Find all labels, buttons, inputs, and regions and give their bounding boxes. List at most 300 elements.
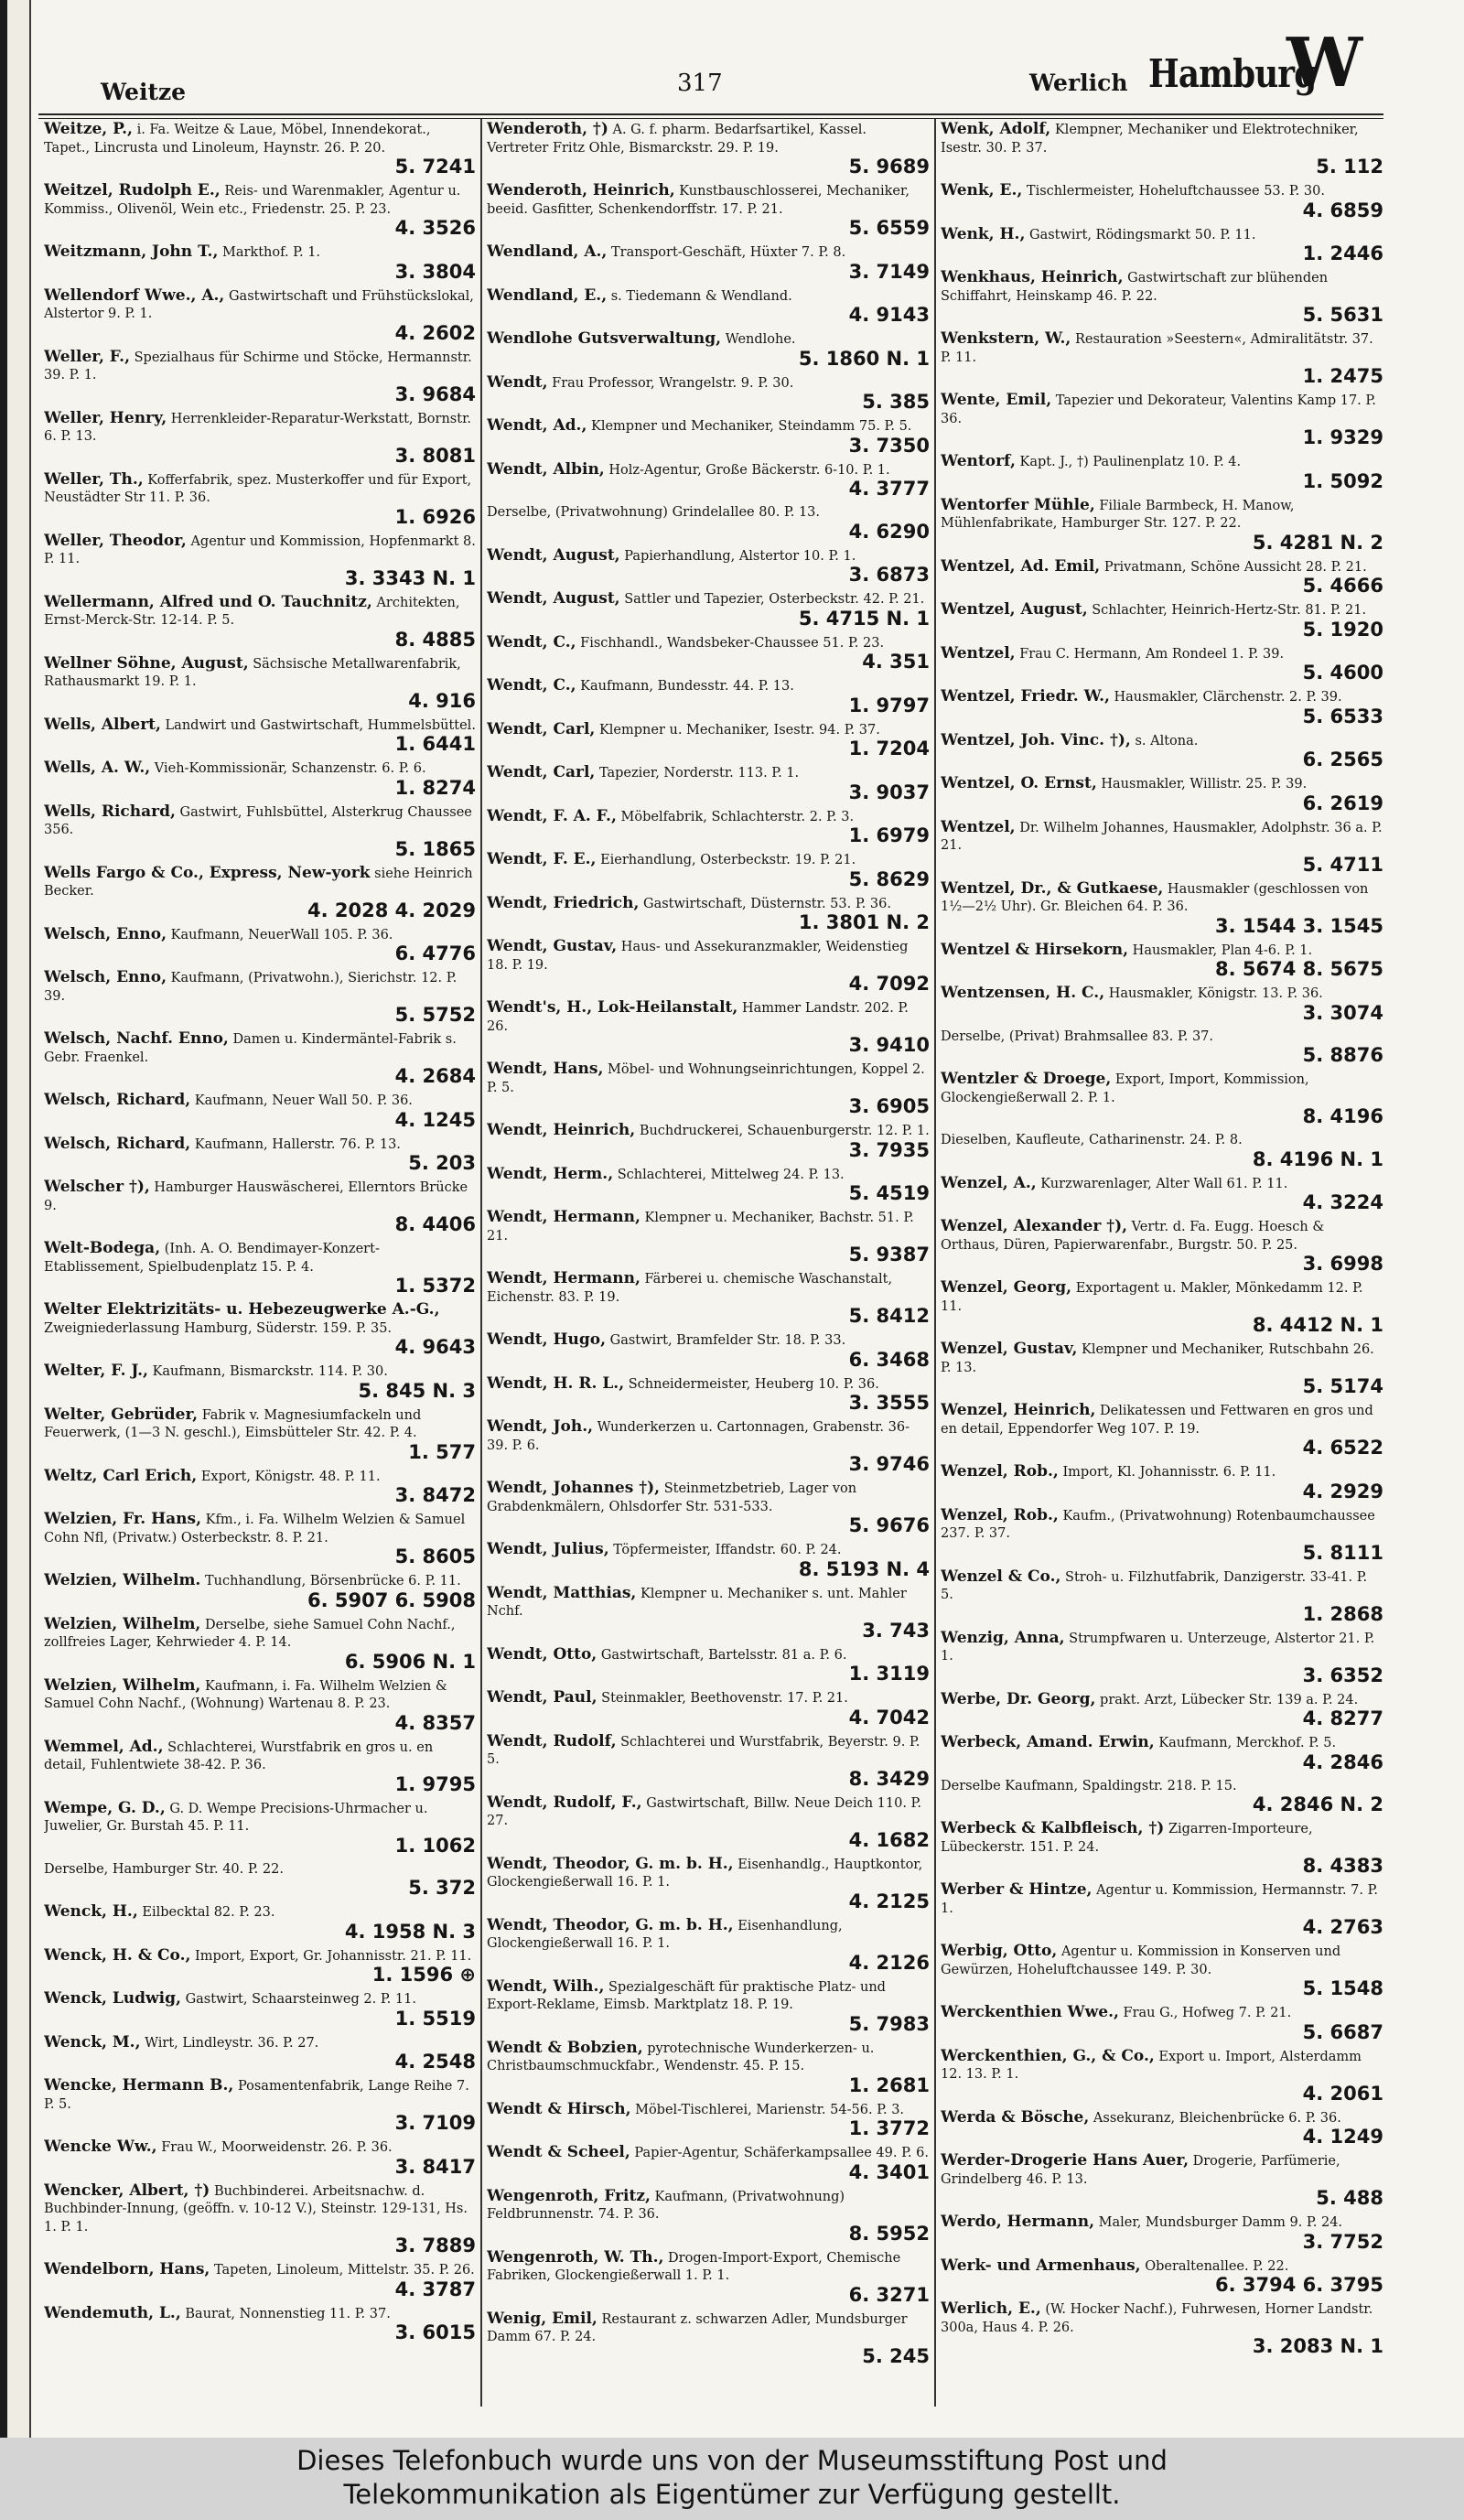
entry-name: Werbig, Otto,	[941, 1942, 1058, 1960]
entry-phone: 5. 4519	[848, 1182, 930, 1204]
entry-text	[941, 497, 1383, 533]
entry-text	[941, 1175, 1383, 1194]
entry-text	[941, 1132, 1383, 1150]
entry-text	[44, 594, 476, 630]
directory-entry	[487, 808, 930, 846]
entry-details: Hausmakler, Königstr. 13. P. 36.	[1108, 986, 1323, 1001]
directory-entry	[44, 1362, 476, 1401]
entry-details: Kapt. J., †) Paulinenplatz 10. P. 4.	[1019, 455, 1242, 469]
entry-text	[941, 2257, 1383, 2277]
entry-details: Derselbe, (Privat) Brahmsallee 83. P. 37.	[941, 1028, 1214, 1044]
entry-details: Vertr. d. Fa. Eugg. Hoesch & Orthaus, Düren, Papierwarenfabr., Burgstr. 50. P. 25.	[941, 1220, 1325, 1253]
entry-details: Färberei u. chemische Waschanstalt, Eichenstr. 83. P. 19.	[487, 1272, 893, 1305]
directory-entry	[941, 392, 1383, 447]
entry-name: Wendt's, H., Lok-Heilanstalt,	[487, 998, 738, 1017]
entry-name: Wentorf,	[941, 452, 1016, 470]
entry-name: Werckenthien Wwe.,	[941, 2003, 1119, 2021]
entry-details: Frau C. Hermann, Am Rondeel 1. P. 39.	[1019, 646, 1285, 662]
entry-name: Wellermann, Alfred und O. Tauchnitz,	[44, 592, 372, 611]
entry-phone: 5. 9387	[848, 1244, 930, 1265]
entry-name: Welsch, Richard,	[44, 1134, 191, 1153]
directory-entry	[487, 2249, 930, 2305]
entry-phone: 1. 7204	[848, 738, 930, 759]
entry-text	[487, 1418, 930, 1455]
directory-entry	[44, 2077, 476, 2133]
directory-entry	[44, 1468, 476, 1506]
entry-phone: 5. 8629	[848, 867, 930, 890]
entry-phone: 5. 8605	[394, 1545, 476, 1567]
entry-details: Kunstbauschlosserei, Mechaniker, beeid. Gasfitter, Schenkendorffstr. 17. P. 21.	[487, 184, 910, 217]
entry-details: Gastwirtschaft zur blühenden Schiffahrt, Heinskamp 46. P. 22.	[941, 271, 1329, 304]
entry-details: Delikatessen und Fettwaren en gros und en detail, Eppendorfer Weg 107. P. 19.	[941, 1404, 1373, 1437]
entry-text	[44, 1511, 476, 1547]
entry-text	[44, 969, 476, 1006]
directory-entry	[44, 1800, 476, 1856]
entry-details: Eisenhandlg., Hauptkontor, Glockengießerwall 16. P. 1.	[487, 1857, 923, 1890]
directory-entry	[941, 121, 1383, 177]
footer-line-1: Dieses Telefonbuch wurde uns von der Museumsstiftung Post und	[296, 2445, 1168, 2476]
directory-entry	[44, 594, 476, 650]
entry-name: Welter Elektrizitäts- u. Hebezeugwerke A.-G.,	[44, 1300, 440, 1319]
entry-phone: 1. 2446	[1302, 242, 1383, 264]
entry-name: Wendt, Carl,	[487, 719, 596, 738]
directory-entry	[941, 1175, 1383, 1213]
entry-name: Wemmel, Ad.,	[44, 1737, 164, 1756]
entry-details: Export, Import, Kommission, Glockengießerwall 2. P. 1.	[941, 1072, 1309, 1105]
entry-phone: 6. 5906 N. 1	[344, 1650, 476, 1673]
entry-name: Wenzel, Rob.,	[941, 1462, 1059, 1481]
entry-text	[941, 2152, 1383, 2189]
entry-phone: 8. 4196	[1302, 1105, 1383, 1127]
entry-text	[941, 453, 1383, 472]
directory-entry	[487, 1585, 930, 1641]
entry-text	[487, 1166, 930, 1185]
entry-text	[487, 1375, 930, 1395]
directory-entry	[487, 895, 930, 933]
entry-phone: 3. 7109	[394, 2112, 476, 2134]
entry-details: Kaufmann, (Privatwohn.), Sierichstr. 12. P. 39.	[44, 971, 458, 1004]
entry-phone: 4. 7042	[848, 1706, 930, 1728]
entry-details: Wendlohe.	[725, 332, 796, 347]
entry-details: Schlachterei, Mittelweg 24. P. 13.	[617, 1167, 845, 1182]
entry-details: Kaufmann, Bismarckstr. 114. P. 30.	[152, 1364, 388, 1379]
directory-entry	[44, 1136, 476, 1174]
entry-text	[44, 1800, 476, 1836]
entry-details: Sattler und Tapezier, Osterbeckstr. 42. P. 21.	[624, 592, 925, 607]
entry-name: Wendt, August,	[487, 589, 620, 608]
entry-text	[44, 1616, 476, 1653]
directory-entry	[487, 1541, 930, 1579]
directory-entry	[941, 1341, 1383, 1396]
entry-text	[487, 417, 930, 436]
directory-entry	[941, 330, 1383, 386]
directory-entry	[941, 2257, 1383, 2296]
entry-name: Wenzel, A.,	[941, 1173, 1037, 1192]
directory-column-1	[44, 121, 476, 2408]
entry-name: Werdo, Hermann,	[941, 2213, 1095, 2231]
entry-details: Transport-Geschäft, Hüxter 7. P. 8.	[610, 245, 846, 260]
entry-name: Wentzel, O. Ernst,	[941, 774, 1097, 792]
entry-text	[487, 330, 930, 350]
entry-text	[44, 1240, 476, 1276]
entry-phone: 5. 372	[408, 1877, 476, 1899]
entry-text	[44, 533, 476, 569]
entry-phone: 5. 6533	[1302, 705, 1383, 727]
entry-name: Wempe, G. D.,	[44, 1798, 166, 1817]
directory-entry	[487, 330, 930, 369]
entry-details: Gastwirt, Bramfelder Str. 18. P. 33.	[609, 1333, 846, 1348]
entry-name: Werbe, Dr. Georg,	[941, 1689, 1096, 1708]
entry-details: Agentur u. Kommission in Konserven und Gewürzen, Hoheluftchaussee 149. P. 30.	[941, 1944, 1341, 1977]
entry-name: Wendt, Hermann,	[487, 1208, 640, 1226]
entry-details: Frau Professor, Wrangelstr. 9. P. 30.	[552, 375, 794, 391]
directory-entry	[44, 2305, 476, 2343]
entry-text	[487, 2188, 930, 2224]
entry-phone: 3. 8472	[394, 1484, 476, 1506]
entry-details: Steinmakler, Beethovenstr. 17. P. 21.	[601, 1691, 848, 1706]
entry-details: Import, Export, Gr. Johannisstr. 21. P. 11.	[195, 1948, 472, 1964]
directory-entry	[487, 1917, 930, 1973]
directory-entry	[941, 1881, 1383, 1937]
entry-text	[487, 2144, 930, 2163]
directory-entry	[487, 634, 930, 673]
entry-phone: 4. 2602	[394, 321, 476, 344]
entry-name: Wellendorf Wwe., A.,	[44, 285, 225, 305]
entry-details: Agentur und Kommission, Hopfenmarkt 8. P. 11.	[44, 533, 476, 566]
entry-text	[487, 121, 930, 157]
directory-entry	[487, 851, 930, 889]
entry-text	[941, 1943, 1383, 1979]
entry-name: Wendt, Carl,	[487, 763, 596, 781]
entry-details: Maler, Mundsburger Damm 9. P. 24.	[1098, 2215, 1343, 2230]
entry-text	[941, 1507, 1383, 1544]
entry-details: Gastwirtschaft, Billw. Neue Deich 110. P. 27.	[487, 1795, 921, 1828]
entry-name: Wenck, Ludwig,	[44, 1989, 181, 2008]
directory-entry	[941, 601, 1383, 640]
directory-entry	[941, 269, 1383, 325]
directory-entry	[487, 1331, 930, 1370]
directory-entry	[44, 243, 476, 282]
page-number: 317	[677, 70, 723, 97]
directory-entry	[941, 2004, 1383, 2042]
directory-entry	[487, 1794, 930, 1850]
directory-entry	[487, 721, 930, 759]
entry-phone: 4. 2684	[394, 1065, 476, 1087]
entry-phone: 4. 2125	[848, 1890, 930, 1912]
entry-text	[941, 182, 1383, 201]
directory-entry	[487, 1733, 930, 1789]
entry-details: Herrenkleider-Reparatur-Werkstatt, Bornstr. 6. P. 13.	[44, 411, 472, 444]
entry-text	[487, 1733, 930, 1770]
entry-phone: 5. 4281 N. 2	[1252, 531, 1383, 554]
entry-phone: 4. 1245	[394, 1108, 476, 1131]
entry-name: Wendt, Ad.,	[487, 416, 587, 435]
entry-phone: 5. 9676	[848, 1514, 930, 1536]
entry-text	[941, 2109, 1383, 2128]
entry-name: Weitze, P.,	[44, 121, 133, 138]
entry-text	[487, 2040, 930, 2076]
entry-details: Kaufmann, Hallerstr. 76. P. 13.	[194, 1136, 401, 1152]
entry-details: Klempner u. Mechaniker s. unt. Mahler Nchf.	[487, 1586, 907, 1619]
directory-entry	[487, 1480, 930, 1535]
entry-details: Spezialhaus für Schirme und Stöcke, Hermannstr. 39. P. 1.	[44, 350, 472, 382]
entry-text	[44, 2305, 476, 2324]
entry-details: Klempner und Mechaniker, Rutschbahn 26. P. 13.	[941, 1342, 1374, 1375]
entry-text	[44, 655, 476, 692]
entry-details: siehe Heinrich Becker.	[44, 866, 473, 899]
directory-entry	[941, 1132, 1383, 1169]
directory-entry	[44, 926, 476, 964]
entry-phone: 1. 1596 ⊕	[371, 1964, 476, 1986]
directory-entry	[487, 2188, 930, 2244]
entry-text	[487, 1917, 930, 1954]
entry-details: Drogerie, Parfümerie, Grindelberg 46. P. 13.	[941, 2154, 1340, 2187]
entry-text	[941, 2004, 1383, 2023]
entry-name: Welter, F. J.,	[44, 1362, 148, 1380]
entry-details: Wirt, Lindleystr. 36. P. 27.	[145, 2035, 319, 2051]
entry-phone: 3. 7149	[848, 260, 930, 283]
directory-entry	[487, 2101, 930, 2139]
entry-text	[44, 1947, 476, 1966]
entry-details: Gastwirt, Fuhlsbüttel, Alsterkrug Chaussee 356.	[44, 804, 472, 837]
entry-details: Frau G., Hofweg 7. P. 21.	[1123, 2006, 1292, 2020]
entry-name: Wenzel, Heinrich,	[941, 1401, 1096, 1419]
directory-entry	[44, 1511, 476, 1567]
entry-text	[44, 287, 476, 324]
entry-text	[44, 2182, 476, 2237]
entry-text	[487, 287, 930, 307]
entry-name: Wentzel, Friedr. W.,	[941, 687, 1110, 705]
entry-phone: 5. 7983	[848, 2012, 930, 2035]
entry-text	[44, 1136, 476, 1155]
entry-phone: 8. 4885	[394, 628, 476, 651]
header-city: Hamburg	[1148, 51, 1317, 96]
entry-name: Wenderoth, Heinrich,	[487, 181, 675, 199]
entry-phone: 5. 845 N. 3	[358, 1379, 476, 1402]
directory-entry	[44, 1677, 476, 1733]
entry-name: Wendemuth, L.,	[44, 2303, 181, 2322]
entry-details: Reis- und Warenmakler, Agentur u. Kommiss., Olivenöl, Wein etc., Friedenstr. 25. P. 23.	[44, 184, 461, 217]
entry-phone: 5. 6559	[848, 217, 930, 239]
entry-text	[44, 2261, 476, 2280]
entry-text	[44, 1362, 476, 1382]
directory-entry	[941, 1279, 1383, 1335]
entry-phone: 4. 7092	[848, 973, 930, 995]
entry-details: Gastwirt, Schaarsteinweg 2. P. 11.	[185, 1992, 416, 2007]
directory-entry	[487, 677, 930, 716]
directory-entry	[487, 1061, 930, 1116]
entry-phone: 4. 2929	[1302, 1480, 1383, 1502]
entry-text	[487, 938, 930, 975]
entry-phone: 1. 3801 N. 2	[798, 911, 930, 933]
directory-entry	[941, 2300, 1383, 2356]
entry-text	[44, 1092, 476, 1111]
directory-entry	[487, 1418, 930, 1474]
entry-details: Papier-Agentur, Schäferkampsallee 49. P. 6.	[634, 2146, 929, 2160]
entry-phone: 3. 3555	[848, 1392, 930, 1414]
entry-phone: 8. 5193 N. 4	[798, 1557, 930, 1580]
entry-details: Klempner u. Mechaniker, Isestr. 94. P. 37.	[598, 722, 880, 738]
entry-phone: 3. 6015	[394, 2321, 476, 2343]
entry-phone: 5. 5174	[1302, 1375, 1383, 1397]
entry-details: Sächsische Metallwarenfabrik, Rathausmarkt 19. P. 1.	[44, 656, 461, 689]
entry-details: Vieh-Kommissionär, Schanzenstr. 6. P. 6.	[154, 761, 426, 776]
entry-phone: 5. 1865	[394, 837, 476, 860]
entry-phone: 5. 8412	[848, 1305, 930, 1327]
entry-text	[941, 1691, 1383, 1710]
spine-shadow	[0, 0, 7, 2438]
entry-details: Derselbe, (Privatwohnung) Grindelallee 80. P. 13.	[487, 505, 821, 520]
entry-phone: 5. 1920	[1302, 618, 1383, 641]
entry-details: Zigarren-Importeure, Lübeckerstr. 151. P. 24.	[941, 1822, 1313, 1855]
entry-text	[487, 1978, 930, 2015]
entry-details: Filiale Barmbeck, H. Manow, Mühlenfabrikate, Hamburger Str. 127. P. 22.	[941, 498, 1295, 531]
entry-details: Drogen-Import-Export, Chemische Fabriken, Glockengießerwall 1. P. 1.	[487, 2250, 901, 2283]
entry-name: Wenk, H.,	[941, 224, 1026, 243]
entry-phone: 4. 9643	[394, 1336, 476, 1358]
entry-phone: 3. 3343 N. 1	[344, 566, 476, 589]
entry-phone: 3. 8081	[394, 444, 476, 467]
entry-text	[487, 677, 930, 696]
header-rule	[38, 113, 1383, 115]
entry-phone: 3. 7935	[848, 1138, 930, 1161]
entry-name: Wendt, Paul,	[487, 1688, 597, 1707]
entry-text	[941, 121, 1383, 157]
entry-phone: 5. 8876	[1302, 1044, 1383, 1066]
entry-text	[487, 1061, 930, 1097]
entry-name: Wente, Emil,	[941, 391, 1052, 409]
entry-details: Buchdruckerei, Schauenburgerstr. 12. P. 1.	[639, 1124, 930, 1138]
entry-details: Landwirt und Gastwirtschaft, Hummelsbüttel.	[165, 717, 476, 733]
entry-details: Haus- und Assekuranzmakler, Weidenstieg 18. P. 19.	[487, 940, 909, 973]
column-divider	[934, 119, 936, 2407]
directory-entry	[44, 287, 476, 343]
entry-text	[487, 1480, 930, 1516]
entry-name: Welsch, Nachf. Enno,	[44, 1029, 229, 1048]
entry-name: Wendt, C.,	[487, 676, 576, 695]
directory-entry	[941, 1778, 1383, 1815]
directory-entry	[487, 461, 930, 500]
entry-name: Wendt, Gustav,	[487, 937, 618, 955]
entry-details: (W. Hocker Nachf.), Fuhrwesen, Horner Landstr. 300a, Haus 4. P. 26.	[941, 2302, 1373, 2335]
entry-text	[44, 1406, 476, 1443]
entry-name: Werder-Drogerie Hans Auer,	[941, 2151, 1190, 2170]
entry-name: Wentzel, Ad. Emil,	[941, 556, 1101, 576]
entry-text	[487, 999, 930, 1036]
entry-details: Tapezier, Norderstr. 113. P. 1.	[598, 766, 800, 781]
entry-name: Wencke, Hermann B.,	[44, 2076, 234, 2095]
directory-entry	[487, 2040, 930, 2095]
entry-name: Weller, Henry,	[44, 408, 167, 427]
entry-text	[941, 1568, 1383, 1605]
directory-entry	[487, 1856, 930, 1912]
entry-name: Wendt, H. R. L.,	[487, 1373, 625, 1393]
entry-details: Buchbinderei. Arbeitsnachw. d. Buchbinder-Innung, (geöffn. v. 10-12 V.), Steinstr. 129-131, Hs. 1. P. 1.	[44, 2183, 468, 2235]
directory-entry	[487, 1375, 930, 1414]
directory-entry	[941, 985, 1383, 1023]
entry-phone: 5. 4666	[1302, 575, 1383, 597]
entry-text	[487, 2249, 930, 2286]
directory-entry	[941, 1507, 1383, 1563]
directory-entry	[44, 121, 476, 177]
entry-phone: 1. 2681	[848, 2073, 930, 2096]
entry-name: Welzien, Wilhelm.	[44, 1571, 201, 1589]
entry-details: Wunderkerzen u. Cartonnagen, Grabenstr. 36-39. P. 6.	[487, 1420, 910, 1453]
directory-entry	[487, 1209, 930, 1265]
entry-details: Derselbe, Hamburger Str. 40. P. 22.	[44, 1861, 284, 1877]
entry-text	[487, 2101, 930, 2120]
directory-entry	[941, 497, 1383, 553]
directory-column-2	[487, 121, 930, 2408]
entry-name: Wendt, C.,	[487, 632, 576, 652]
entry-details: Gastwirtschaft, Bartelsstr. 81 a. P. 6.	[600, 1647, 847, 1663]
entry-phone: 8. 5952	[848, 2222, 930, 2245]
directory-entry	[941, 1218, 1383, 1274]
entry-details: Export u. Import, Alsterdamm 12. 13. P. 1.	[941, 2049, 1362, 2082]
entry-phone: 8. 4383	[1302, 1855, 1383, 1877]
entry-details: Tapezier und Dekorateur, Valentins Kamp 17. P. 36.	[941, 393, 1376, 426]
entry-phone: 1. 6441	[394, 733, 476, 755]
entry-text	[941, 1218, 1383, 1255]
entry-phone: 4. 3224	[1302, 1191, 1383, 1213]
entry-phone: 5. 1860 N. 1	[798, 347, 930, 370]
entry-details: Tapeten, Linoleum, Mittelstr. 35. P. 26.	[213, 2263, 475, 2278]
entry-details: Assekuranz, Bleichenbrücke 6. P. 36.	[1093, 2110, 1341, 2126]
entry-name: Wells Fargo & Co., Express, New-york	[44, 863, 371, 882]
directory-entry	[941, 1820, 1383, 1876]
entry-phone: 4. 6290	[848, 520, 930, 543]
directory-entry	[941, 558, 1383, 597]
directory-entry	[941, 1691, 1383, 1729]
directory-entry	[941, 1071, 1383, 1126]
directory-entry	[44, 410, 476, 466]
entry-name: Wentzel, Dr., & Gutkaese,	[941, 878, 1164, 898]
entry-phone: 4. 3787	[394, 2278, 476, 2300]
entry-details: Eisenhandlung, Glockengießerwall 16. P. 1.	[487, 1918, 843, 1951]
entry-name: Wendt, Friedrich,	[487, 893, 640, 912]
entry-details: Hausmakler, Willistr. 25. P. 39.	[1101, 777, 1308, 792]
entry-details: Möbel-Tischlerei, Marienstr. 54-56. P. 3.	[635, 2102, 905, 2117]
entry-text	[44, 716, 476, 736]
entry-name: Wendt, Hermann,	[487, 1269, 640, 1287]
entry-phone: 8. 3429	[848, 1767, 930, 1790]
directory-entry	[941, 688, 1383, 727]
entry-name: Wendt, Wilh.,	[487, 1976, 605, 1996]
entry-phone: 4. 3401	[848, 2160, 930, 2183]
entry-phone: 3. 2083 N. 1	[1252, 2335, 1383, 2357]
directory-entry	[941, 2048, 1383, 2104]
entry-text	[941, 819, 1383, 856]
entry-name: Wellner Söhne, August,	[44, 653, 249, 673]
entry-details: Architekten, Ernst-Merck-Str. 12-14. P. 5.	[44, 595, 460, 628]
entry-phone: 1. 9797	[848, 694, 930, 716]
entry-name: Welzien, Fr. Hans,	[44, 1510, 202, 1528]
entry-phone: 1. 2868	[1302, 1602, 1383, 1625]
entry-text	[941, 330, 1383, 367]
entry-details: Gastwirtschaft, Düsternstr. 53. P. 36.	[643, 896, 891, 911]
entry-name: Wenkstern, W.,	[941, 329, 1071, 348]
directory-entry	[941, 2213, 1383, 2252]
entry-phone: 5. 8111	[1302, 1541, 1383, 1564]
directory-entry	[941, 732, 1383, 770]
directory-entry	[941, 2152, 1383, 2208]
entry-phone: 8. 4412 N. 1	[1252, 1314, 1383, 1336]
entry-name: Wendt, Johannes †),	[487, 1479, 661, 1497]
entry-details: Dr. Wilhelm Johannes, Hausmakler, Adolphstr. 36 a. P. 21.	[941, 820, 1383, 853]
entry-phone: 6. 2619	[1302, 792, 1383, 814]
entry-name: Wenderoth, †)	[487, 121, 608, 138]
entry-text	[487, 764, 930, 783]
